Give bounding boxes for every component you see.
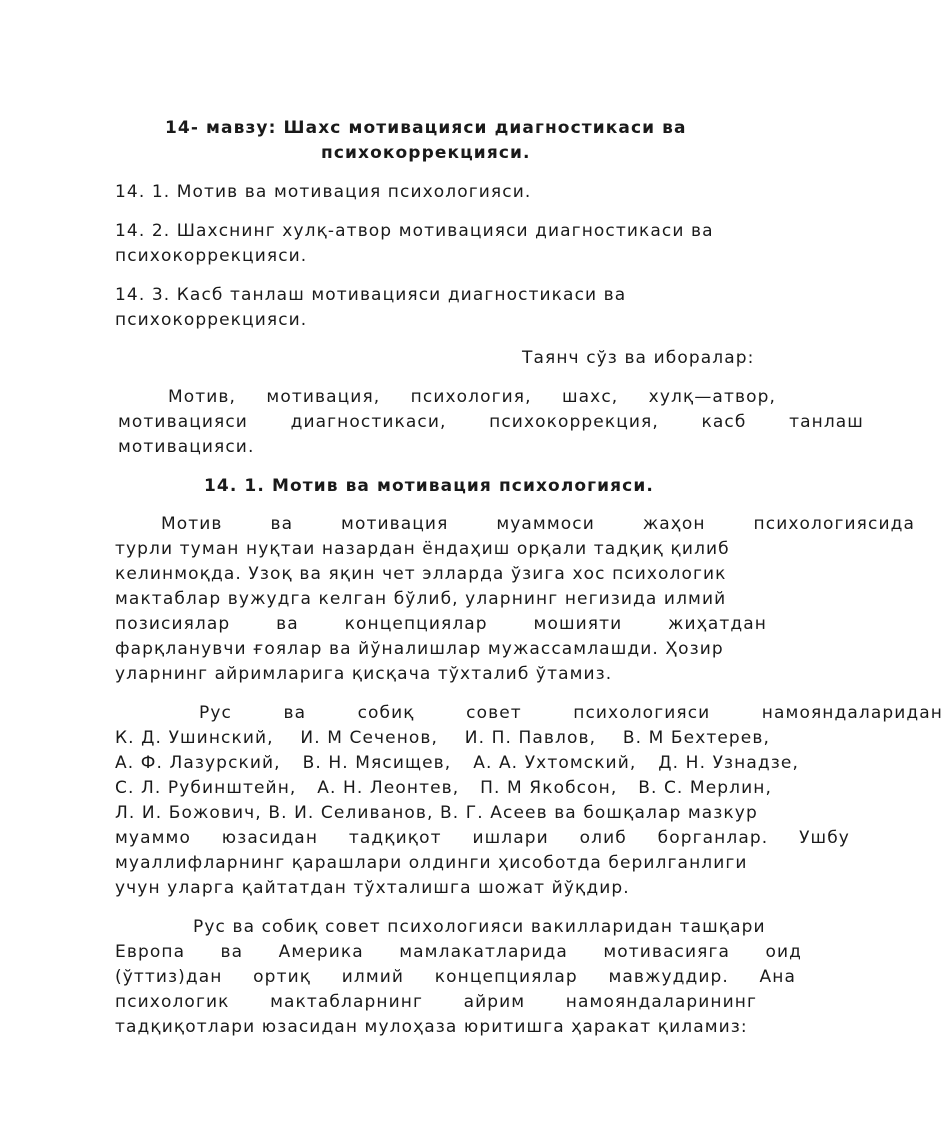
person-name: И. П. Павлов,	[464, 728, 597, 748]
keyword: шахс,	[562, 387, 619, 407]
word: жаҳон	[642, 514, 706, 534]
word: (ўттиз)дан	[115, 967, 223, 987]
person-name: Д. Н. Узнадзе,	[658, 753, 799, 773]
word: ортиқ	[253, 967, 312, 987]
keyword: танлаш	[789, 412, 864, 432]
word: борганлар.	[657, 828, 769, 848]
word: мотивасияга	[603, 942, 731, 962]
para3-row-3	[115, 966, 796, 988]
word: психологиясида	[753, 514, 915, 534]
word: Рус	[199, 703, 232, 723]
para1-row-5	[115, 613, 767, 635]
word: Ана	[759, 967, 796, 987]
person-name: В. С. Мерлин,	[638, 778, 772, 798]
word: ва	[276, 614, 299, 634]
person-name: К. Д. Ушинский,	[115, 728, 274, 748]
word: концепциялар	[344, 614, 488, 634]
para2-row-3	[115, 752, 799, 774]
word: намояндаларининг	[565, 992, 757, 1012]
para3-row-1: Рус ва собиқ совет психологияси вакилларидан ташқари	[193, 917, 766, 937]
word: муаммо	[115, 828, 191, 848]
word: собиқ	[357, 703, 415, 723]
keyword: мотивация,	[266, 387, 381, 407]
word: Европа	[115, 942, 186, 962]
para3-row-2	[115, 941, 802, 963]
word: оид	[765, 942, 802, 962]
para1-row-1	[161, 513, 915, 535]
word: мамлакатларида	[399, 942, 568, 962]
word: ишлари	[472, 828, 549, 848]
word: Америка	[278, 942, 364, 962]
word: муаммоси	[496, 514, 595, 534]
para2-row-1	[199, 702, 943, 724]
toc-item-2-line2: психокоррекцияси.	[115, 246, 308, 266]
word: мошияти	[533, 614, 623, 634]
person-name: А. Ф. Лазурский,	[115, 753, 281, 773]
keywords-row-1	[168, 386, 776, 408]
word: психологияси	[573, 703, 711, 723]
word: мотивация	[341, 514, 449, 534]
toc-item-3-line1: 14. 3. Касб танлаш мотивацияси диагностикаси ва	[115, 285, 627, 305]
para1-row-7: уларнинг айримларига қисқача тўхталиб ўтамиз.	[115, 664, 613, 684]
word: ва	[220, 942, 244, 962]
keywords-row-2	[118, 411, 864, 433]
keyword: Мотив,	[168, 387, 237, 407]
para2-row-4	[115, 777, 772, 799]
keyword: диагностикаси,	[290, 412, 447, 432]
section-heading: 14. 1. Мотив ва мотивация психологияси.	[204, 476, 654, 496]
word: Мотив	[161, 514, 223, 534]
word: жиҳатдан	[668, 614, 767, 634]
para1-row-4: мактаблар вужудга келган бўлиб, уларнинг негизида илмий	[115, 589, 727, 609]
person-name: А. Н. Леонтев,	[317, 778, 460, 798]
person-name: С. Л. Рубинштейн,	[115, 778, 297, 798]
person-name: А. А. Ухтомский,	[473, 753, 637, 773]
word: мавжуддир.	[608, 967, 729, 987]
para3-row-4	[115, 991, 757, 1013]
word: совет	[466, 703, 522, 723]
para1-row-3: келинмоқда. Узоқ ва яқин чет элларда ўзига хос психологик	[115, 564, 727, 584]
toc-item-1: 14. 1. Мотив ва мотивация психологияси.	[115, 182, 532, 202]
para1-row-6: фарқланувчи ғоялар ва йўналишлар мужассамлашди. Ҳозир	[115, 639, 724, 659]
para2-row-5: Л. И. Божович, В. И. Селиванов, В. Г. Асеев ва бошқалар мазкур	[115, 803, 758, 823]
page-title-line1: 14- мавзу: Шахс мотивацияси диагностикаси ва	[165, 118, 687, 138]
word: тадқиқот	[348, 828, 442, 848]
toc-item-3-line2: психокоррекцияси.	[115, 310, 308, 330]
word: илмий	[341, 967, 405, 987]
keyword: хулқ—атвор,	[648, 387, 776, 407]
para2-row-8: учун уларга қайтатдан тўхталишга шожат йўқдир.	[115, 878, 630, 898]
word: психологик	[115, 992, 230, 1012]
word: концепциялар	[434, 967, 578, 987]
word: Ушбу	[799, 828, 850, 848]
word: намояндаларидан	[761, 703, 943, 723]
keyword: психокоррекция,	[489, 412, 659, 432]
word: позисиялар	[115, 614, 231, 634]
page-title-line2: психокоррекцияси.	[321, 143, 531, 163]
word: айрим	[463, 992, 526, 1012]
toc-item-2-line1: 14. 2. Шахснинг хулқ-атвор мотивацияси диагностикаси ва	[115, 221, 714, 241]
person-name: В. Н. Мясищев,	[302, 753, 452, 773]
word: юзасидан	[221, 828, 319, 848]
keyword: психология,	[410, 387, 532, 407]
word: мактабларнинг	[270, 992, 423, 1012]
para2-row-7: муаллифларнинг қарашлари олдинги ҳисоботда берилганлиги	[115, 853, 748, 873]
word: олиб	[579, 828, 627, 848]
person-name: П. М Якобсон,	[480, 778, 618, 798]
person-name: В. М Бехтерев,	[622, 728, 770, 748]
word: ва	[283, 703, 307, 723]
para2-row-2	[115, 727, 770, 749]
keywords-heading: Таянч сўз ва иборалар:	[522, 348, 755, 368]
para2-row-6	[115, 827, 850, 849]
keyword: касб	[701, 412, 747, 432]
keywords-row-3: мотивацияси.	[118, 437, 255, 457]
para1-row-2: турли туман нуқтаи назардан ёндаҳиш орқали тадқиқ қилиб	[115, 539, 730, 559]
word: ва	[270, 514, 294, 534]
keyword: мотивацияси	[118, 412, 248, 432]
person-name: И. М Сеченов,	[300, 728, 439, 748]
para3-row-5: тадқиқотлари юзасидан мулоҳаза юритишга ҳаракат қиламиз:	[115, 1017, 748, 1037]
